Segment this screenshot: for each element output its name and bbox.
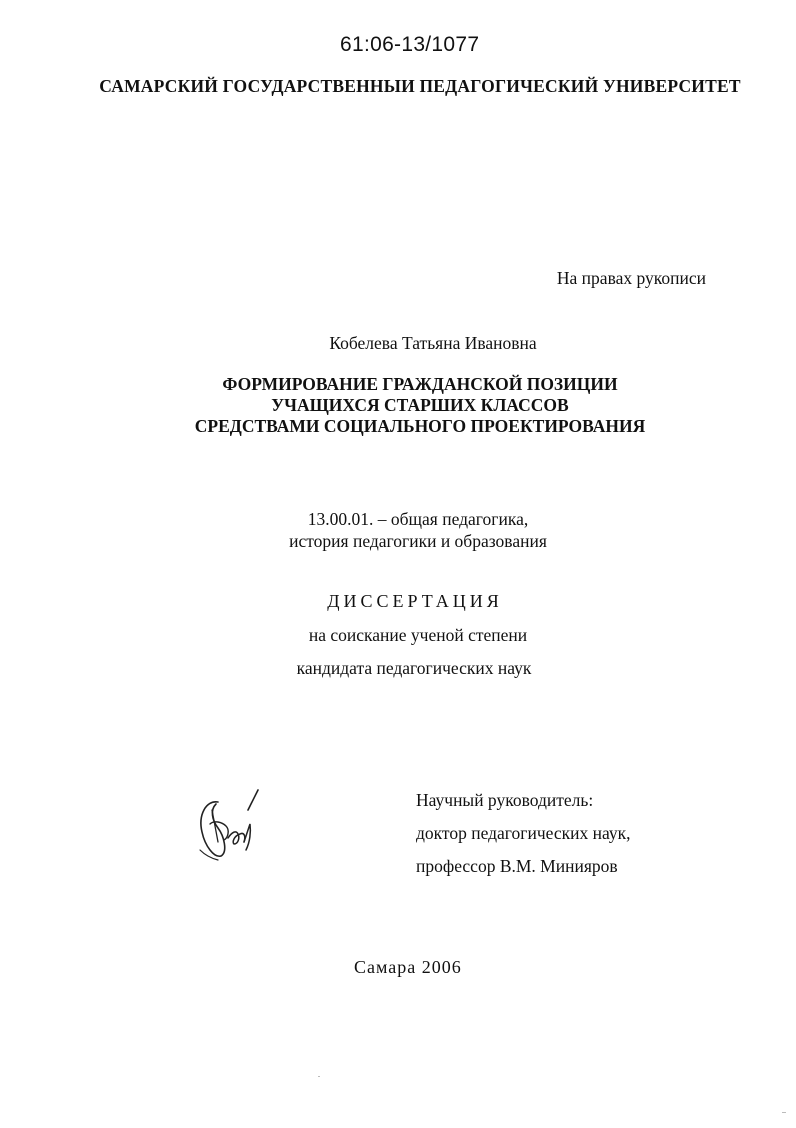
document-type: ДИССЕРТАЦИЯ: [327, 591, 503, 611]
supervisor-degree: доктор педагогических наук,: [416, 823, 631, 843]
supervisor-name: профессор В.М. Минияров: [416, 856, 618, 876]
supervisor-block: [416, 784, 630, 883]
specialty-line-2: история педагогики и образования: [289, 531, 547, 551]
scan-speck: [782, 1112, 786, 1113]
library-code: 61:06-13/1077: [340, 33, 480, 56]
degree-line-1: на соискание ученой степени: [308, 625, 528, 645]
author-name: Кобелева Татьяна Ивановна: [329, 333, 537, 353]
title-line-1: ФОРМИРОВАНИЕ ГРАЖДАНСКОЙ ПОЗИЦИИ: [222, 374, 618, 394]
supervisor-label: Научный руководитель:: [416, 790, 594, 810]
scan-speck: [318, 1076, 320, 1077]
city-year: Самара 2006: [354, 957, 462, 977]
title-line-2: УЧАЩИХСЯ СТАРШИХ КЛАССОВ: [271, 395, 569, 415]
university-name: САМАРСКИЙ ГОСУДАРСТВЕННЫИ ПЕДАГОГИЧЕСКИЙ УНИВЕРСИТЕТ: [99, 76, 741, 96]
specialty: [0, 508, 796, 552]
dissertation-title: [0, 374, 796, 437]
manuscript-note: На правах рукописи: [556, 268, 706, 288]
specialty-line-1: 13.00.01. – общая педагогика,: [307, 509, 529, 529]
handwritten-signature: [188, 780, 278, 870]
title-line-3: СРЕДСТВАМИ СОЦИАЛЬНОГО ПРОЕКТИРОВАНИЯ: [194, 416, 646, 436]
degree-line-2: кандидата педагогических наук: [296, 658, 532, 678]
